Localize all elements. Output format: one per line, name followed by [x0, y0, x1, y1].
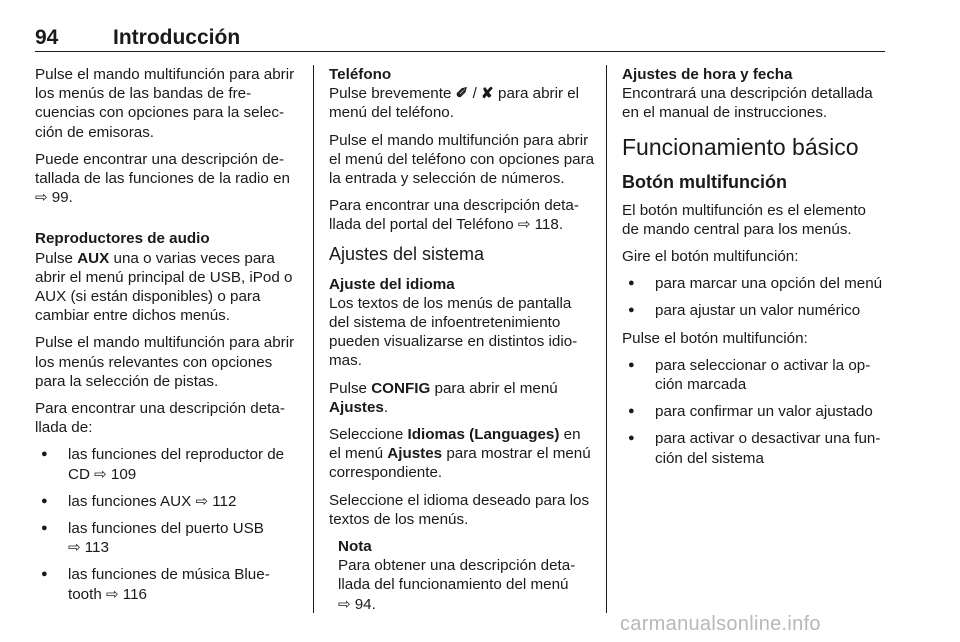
header-rule	[35, 51, 885, 52]
list-item: ● para ajustar un valor numérico	[622, 301, 886, 320]
paragraph: Para encontrar una descripción detallada de:	[35, 400, 285, 437]
list-item: ● para confirmar un valor ajustado	[622, 402, 886, 421]
page-ref: ⇨ 116	[106, 586, 147, 603]
column-divider	[606, 65, 607, 613]
bullet-list	[622, 274, 886, 320]
paragraph: Pulse el mando multifunción para abrir el menú del teléfono con opciones para la entrada y selección de números.	[329, 131, 595, 188]
list-item: ● las funciones de música Bluetooth ⇨ 116	[35, 565, 297, 603]
section-heading: Teléfono	[329, 66, 392, 83]
page-header	[35, 26, 885, 50]
paragraph: Pulse el mando multifunción para abrir los menús de las bandas de frecuencias con opciones para la selección de emisoras.	[35, 66, 295, 141]
column-3	[622, 65, 886, 476]
watermark: carmanualsonline.info	[620, 613, 821, 635]
sub-heading: Ajuste del idioma	[329, 275, 455, 293]
paragraph: Seleccione Idiomas (Languages) en el menú Ajustes para mostrar el menú correspondiente.	[329, 426, 591, 482]
paragraph: Pulse el botón multifunción:	[622, 329, 808, 347]
paragraph: Puede encontrar una descripción detallada de las funciones de la radio en ⇨ 99.	[35, 150, 297, 208]
chapter-heading: Funcionamiento básico	[622, 133, 859, 160]
list-item: ● las funciones AUX ⇨ 112	[35, 492, 297, 511]
page-ref: ⇨ 118.	[518, 216, 563, 233]
page-ref: ⇨ 99.	[35, 189, 73, 206]
paragraph: Encontrará una descripción detallada en el manual de instrucciones.	[622, 85, 873, 122]
note-box: Nota Para obtener una descripción detallada del funcionamiento del menú ⇨ 94.	[338, 537, 595, 614]
section-heading: Botón multifunción	[622, 171, 787, 192]
paragraph: Pulse AUX una o varias veces para abrir el menú principal de USB, iPod o AUX (si están disponibles) o para cambiar entre dichos menús.	[35, 249, 293, 325]
column-divider	[313, 65, 314, 613]
column-2	[329, 65, 595, 614]
list-item: ● para seleccionar o activar la opción marcada	[622, 356, 886, 394]
list-item: ● las funciones del reproductor de CD ⇨ 109	[35, 445, 297, 483]
paragraph: Los textos de los menús de pantalla del sistema de infoentretenimiento pueden visualizarse en distintos idiomas.	[329, 294, 578, 370]
page-title: Introducción	[113, 26, 241, 49]
bullet-list	[622, 356, 886, 468]
paragraph: Pulse brevemente ✐ / ✘ para abrir el menú del teléfono.	[329, 85, 580, 122]
phone-off-icon: ✘	[481, 85, 494, 103]
list-item: ● para activar o desactivar una función del sistema	[622, 429, 886, 467]
list-item: ● las funciones del puerto USB ⇨ 113	[35, 519, 297, 557]
paragraph: Gire el botón multifunción:	[622, 248, 799, 266]
page-ref: ⇨ 109	[94, 466, 136, 483]
list-item: ● para marcar una opción del menú	[622, 274, 886, 293]
paragraph: Pulse el mando multifunción para abrir los menús relevantes con opciones para la selección de pistas.	[35, 334, 295, 390]
note-title: Nota	[338, 538, 372, 556]
page-ref: ⇨ 112	[196, 493, 237, 510]
section-heading: Ajustes de hora y fecha	[622, 66, 793, 83]
paragraph: Seleccione el idioma deseado para los textos de los menús.	[329, 491, 590, 528]
section-heading: Reproductores de audio	[35, 230, 210, 248]
paragraph: Pulse CONFIG para abrir el menú Ajustes.	[329, 379, 558, 416]
page-ref: ⇨ 113	[68, 539, 109, 556]
ref-list	[35, 445, 297, 603]
section-heading: Ajustes del sistema	[329, 243, 485, 264]
paragraph: El botón multifunción es el elemento de mando central para los menús.	[622, 201, 866, 238]
phone-icon: ✐	[455, 85, 469, 103]
paragraph: Para encontrar una descripción detallada del portal del Teléfono ⇨ 118.	[329, 196, 595, 234]
column-1	[35, 65, 297, 612]
page-ref: ⇨ 94.	[338, 596, 376, 613]
page-number: 94	[35, 26, 59, 49]
